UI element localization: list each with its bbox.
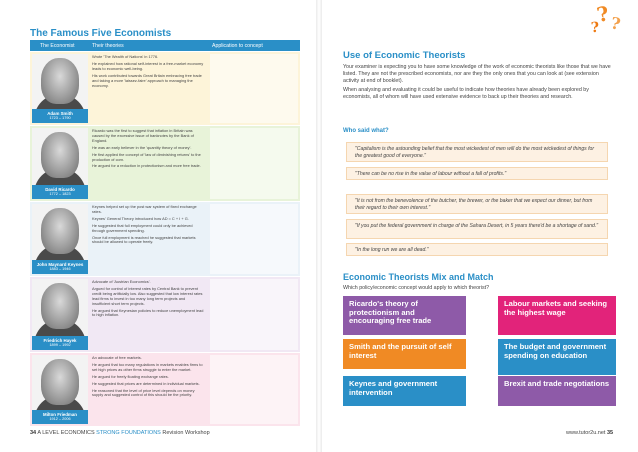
economist-name: Friedrich Hayek: [43, 338, 77, 343]
application-cell[interactable]: [210, 204, 298, 274]
table-row: [30, 52, 300, 126]
concept-tile[interactable]: Ricardo's theory of protectionism and encouraging free trade: [343, 296, 466, 335]
economist-name: Milton Friedman: [43, 412, 77, 417]
footer-brand: A LEVEL ECONOMICS: [37, 430, 95, 436]
quote-box[interactable]: "If you put the federal government in charge of the Sahara Desert, in 5 years there'd be a shortage of sand.": [346, 219, 608, 239]
quote-box[interactable]: "Capitalism is the astounding belief that the most wickedest of men will do the most wickedest of things for the greatest good of everyone.": [346, 142, 608, 162]
economist-years: 1899 – 1992: [49, 343, 71, 347]
concept-tile[interactable]: Smith and the pursuit of self interest: [343, 339, 466, 369]
theories-text: Keynes helped set up the post war system of fixed exchange rates. Keynes' General Theory introduced how AD = C + I + G. He suggested that full employment could only be achieved through government spending. Once full employment is reached he suggested that markets should be allowed to operate freely.: [92, 204, 197, 245]
theories-text: An advocate of free markets. He argued that too many regulations in markets enables firms to set high prices as other firms struggle to enter the market. He argued for freely floating exchange rates. He suggested that prices are determined in individual markets. He reasoned that the level of price level depends on money supply and suggested control of this should be the priority.: [92, 355, 203, 398]
table-header: [30, 40, 300, 51]
quote-box[interactable]: "In the long run we are all dead.": [346, 243, 608, 256]
portrait: [32, 355, 88, 424]
footer-workshop: STRONG FOUNDATIONS: [96, 430, 161, 436]
concept-tile[interactable]: Brexit and trade negotiations: [498, 376, 616, 406]
column-header-economist: The Economist: [40, 42, 75, 49]
portrait: [32, 204, 88, 274]
page-title: The Famous Five Economists: [30, 28, 172, 39]
economist-years: 1912 – 2006: [49, 417, 71, 421]
table-row: [30, 277, 300, 353]
footer-right: [566, 430, 613, 436]
footer-left: [30, 430, 210, 436]
table-row: [30, 353, 300, 427]
theories-text: Advocate of 'Austrian Economics'. Argued for control of interest rates by Central Bank to prevent credit being artificially low. Also suggested that low interest rates lead firms to invest in too many long term projects and insufficient short term projects. He argued that Keynesian policies to reduce unemployment lead to high inflation.: [92, 279, 204, 318]
mix-match-prompt: Which policy/economic concept would apply to which theorist?: [343, 285, 490, 291]
portrait: [32, 54, 88, 123]
mix-match-title: Economic Theorists Mix and Match: [343, 272, 494, 282]
economist-name: Adam Smith: [47, 111, 73, 116]
economist-years: 1772 – 1823: [49, 192, 71, 196]
footer-suffix: Revision Workshop: [162, 430, 210, 436]
portrait: [32, 128, 88, 199]
intro-text: Your examiner is expecting you to have some knowledge of the work of economic theorists like those that we have listed. They are not the prescribed economists, nor are they the only ones that you can look at (see extension activity at end of booklet). When analysing and evaluating it could be useful to indicate how theories have already been explored by economists, all of whom will have used extensive evidence to back up their theories and research.: [343, 64, 611, 100]
application-cell[interactable]: [210, 355, 298, 424]
application-cell[interactable]: [210, 279, 298, 350]
portrait: [32, 279, 88, 350]
concept-tile[interactable]: Labour markets and seeking the highest wage: [498, 296, 616, 335]
economist-years: 1723 – 1790: [49, 116, 71, 120]
theories-text: Ricardo was the first to suggest that inflation in Britain was caused by the excessive issue of banknotes by the Bank of England. He was an early believer in the 'quantity theory of money'. He first applied the concept of 'law of diminishing returns' to the production of corn. He argued for a reduction in protectionism and more free trade.: [92, 128, 201, 169]
quote-box[interactable]: "There can be no rise in the value of labour without a fall of profits.": [346, 167, 608, 180]
page-number: 34: [30, 430, 37, 436]
economist-namebox: [32, 410, 88, 424]
section-title: Use of Economic Theorists: [343, 50, 466, 61]
economist-namebox: [32, 109, 88, 123]
question-marks-icon: ? ? ?: [590, 1, 622, 37]
theories-text: Wrote 'The Wealth of Nations' in 1776. He explained how rational self-interest in a free-market economy leads to economic well-being. His work contributed towards Great Britain embracing free trade and taking a more 'laissez-faire' approach to managing the economy.: [92, 54, 204, 88]
quote-box[interactable]: "It is not from the benevolence of the butcher, the brewer, or the baker that we expect our dinner, but from their regard to their own interest.": [346, 194, 608, 214]
economist-namebox: [32, 260, 88, 274]
economist-namebox: [32, 336, 88, 350]
concept-tile[interactable]: Keynes and government intervention: [343, 376, 466, 406]
page-number: 35: [606, 430, 614, 436]
application-cell[interactable]: [210, 54, 298, 123]
table-row: [30, 202, 300, 277]
footer-url: www.tutor2u.net: [566, 430, 606, 436]
economist-namebox: [32, 185, 88, 199]
economist-name: David Ricardo: [45, 187, 75, 192]
economists-table: [30, 52, 300, 427]
economist-name: John Maynard Keynes: [36, 262, 84, 267]
application-cell[interactable]: [210, 128, 298, 199]
economist-years: 1883 – 1946: [49, 267, 71, 271]
page-gutter: [316, 0, 322, 452]
who-said-heading: Who said what?: [343, 128, 389, 134]
column-header-application: Application to concept: [212, 42, 263, 49]
table-row: [30, 126, 300, 202]
concept-tile[interactable]: The budget and government spending on education: [498, 339, 616, 375]
column-header-theories: Their theories: [92, 42, 124, 49]
